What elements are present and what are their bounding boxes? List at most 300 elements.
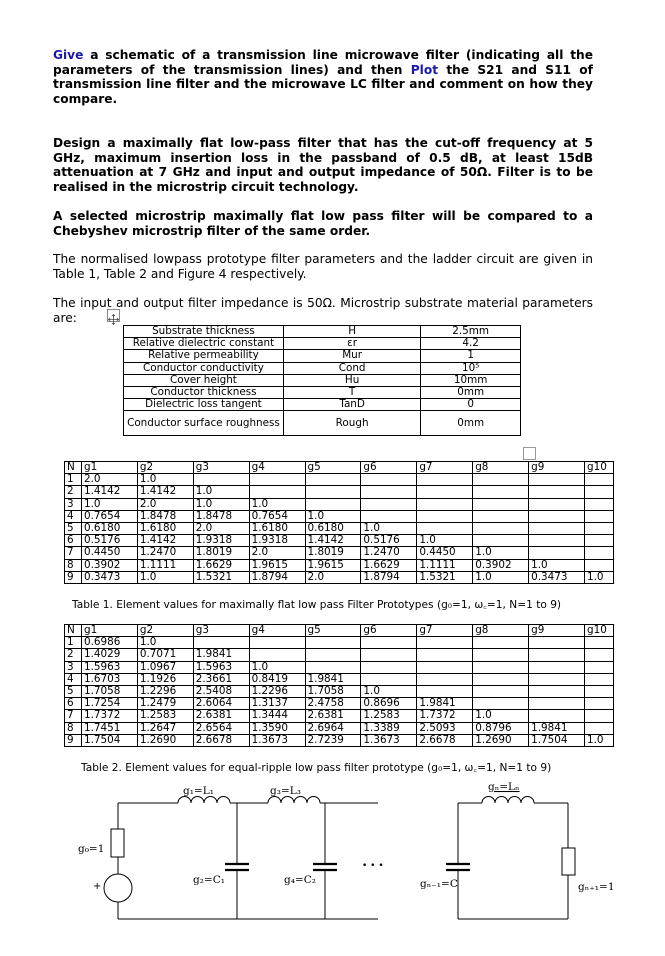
table-cell: 1.1111: [417, 559, 473, 571]
table-cell: 2.5093: [417, 722, 473, 734]
table-cell: [249, 637, 305, 649]
table-cell: 8: [65, 559, 82, 571]
header-cell: g9: [529, 462, 585, 474]
table-cell: 1.3590: [249, 722, 305, 734]
table-cell: [584, 535, 613, 547]
table-row: [124, 338, 521, 350]
table-row: [65, 649, 614, 661]
table-cell: 2.4758: [305, 698, 361, 710]
table-cell: 4: [65, 673, 82, 685]
table-cell: 0.3902: [81, 559, 137, 571]
table-cell: 1.0: [473, 547, 529, 559]
substrate-cell: Substrate thickness: [124, 326, 284, 338]
table-cell: [361, 661, 417, 673]
table-cell: [473, 474, 529, 486]
header-cell: g1: [81, 462, 137, 474]
substrate-cell: Dielectric loss tangent: [124, 399, 284, 411]
table-cell: [417, 673, 473, 685]
substrate-cell: 0mm: [421, 386, 521, 398]
table-cell: 1.2583: [137, 710, 193, 722]
table-cell: [305, 637, 361, 649]
table-row: [124, 362, 521, 374]
table-cell: 2.6064: [193, 698, 249, 710]
table-cell: 1.9318: [193, 535, 249, 547]
table-cell: [584, 637, 613, 649]
table-cell: 1.4142: [137, 535, 193, 547]
table-cell: 1.7504: [81, 734, 137, 746]
table-cell: 1.0: [137, 637, 193, 649]
table-cell: 1.6703: [81, 673, 137, 685]
table-cell: 1.4142: [305, 535, 361, 547]
table-cell: [361, 649, 417, 661]
table-cell: 0.6180: [81, 522, 137, 534]
table-cell: [417, 522, 473, 534]
table-cell: 1.9841: [417, 698, 473, 710]
label-gn-1: gₙ₋₁=C: [420, 878, 458, 890]
table-cell: 1.7254: [81, 698, 137, 710]
label-gn+1: gₙ₊₁=1: [578, 881, 615, 893]
table-row: [65, 661, 614, 673]
maximally-flat-table: [64, 461, 614, 584]
header-cell: g6: [361, 625, 417, 637]
table-row: [65, 510, 614, 522]
header-cell: g10: [584, 625, 613, 637]
header-cell: g1: [81, 625, 137, 637]
table-cell: [529, 637, 585, 649]
table-cell: 2.6381: [305, 710, 361, 722]
table-cell: 1.8019: [193, 547, 249, 559]
table-cell: [249, 474, 305, 486]
table-cell: 1.3673: [361, 734, 417, 746]
table-cell: [305, 474, 361, 486]
table-row: [65, 498, 614, 510]
table-cell: 1.3137: [249, 698, 305, 710]
table-row: [124, 399, 521, 411]
comparison-paragraph: A selected microstrip maximally flat low pass filter will be compared to a Chebyshev microstrip filter of the same order.: [53, 209, 593, 238]
table-cell: [417, 649, 473, 661]
table-cell: [249, 649, 305, 661]
table-row: [65, 535, 614, 547]
table-row: [65, 698, 614, 710]
table-cell: 1.2583: [361, 710, 417, 722]
table-cell: 1.9841: [305, 673, 361, 685]
table-cell: [529, 649, 585, 661]
table-cell: 2.6678: [193, 734, 249, 746]
header-cell: g3: [193, 625, 249, 637]
label-g2: g₂=C₁: [193, 874, 225, 886]
substrate-cell: Conductor surface roughness: [124, 411, 284, 436]
table-cell: [473, 510, 529, 522]
table-cell: 1.0: [137, 474, 193, 486]
table-cell: [529, 710, 585, 722]
table-cell: 9: [65, 571, 82, 583]
table-cell: [529, 661, 585, 673]
table-cell: [473, 685, 529, 697]
table-cell: 2.0: [137, 498, 193, 510]
table-cell: [584, 474, 613, 486]
substrate-cell: Conductor conductivity: [124, 362, 284, 374]
table-cell: 2.0: [81, 474, 137, 486]
table-cell: 1.8478: [137, 510, 193, 522]
substrate-cell: T: [283, 386, 420, 398]
table-row: [65, 559, 614, 571]
table-row: [65, 547, 614, 559]
table-row: [124, 350, 521, 362]
table-cell: 1.9841: [193, 649, 249, 661]
table-cell: 1.4029: [81, 649, 137, 661]
table2-caption: Table 2. Element values for equal-ripple low pass filter prototype (g₀=1, ω꜀=1, N=1 to 9): [81, 762, 552, 774]
table-cell: 1.8794: [361, 571, 417, 583]
table-cell: 1.2296: [249, 685, 305, 697]
table-cell: [417, 474, 473, 486]
table-cell: 2.7239: [305, 734, 361, 746]
table-cell: 1.0: [584, 571, 613, 583]
table-cell: [584, 498, 613, 510]
table-cell: [584, 673, 613, 685]
table-cell: 1.8794: [249, 571, 305, 583]
table-cell: 1.9841: [529, 722, 585, 734]
table-cell: 0.5176: [81, 535, 137, 547]
table-row: [65, 673, 614, 685]
substrate-cell: Cover height: [124, 374, 284, 386]
equal-ripple-table: [64, 624, 614, 747]
label-g1: g₁=L₁: [183, 785, 214, 797]
table-cell: 1.5321: [193, 571, 249, 583]
ellipsis-dots: • • •: [362, 861, 384, 871]
table-row: [124, 326, 521, 338]
table-row: [65, 722, 614, 734]
table-cell: [529, 510, 585, 522]
table-cell: [473, 661, 529, 673]
table-cell: [361, 510, 417, 522]
table-cell: [584, 698, 613, 710]
table-cell: [584, 649, 613, 661]
table-cell: 1.3444: [249, 710, 305, 722]
design-paragraph: Design a maximally flat low-pass filter that has the cut-off frequency at 5 GHz, maximum insertion loss in the passband of 0.5 dB, at least 15dB attenuation at 7 GHz and input and output impedance of 50Ω. Filter is to be realised in the microstrip circuit technology.: [53, 136, 593, 194]
table-cell: 3: [65, 498, 82, 510]
table-cell: 0.4450: [417, 547, 473, 559]
substrate-cell: TanD: [283, 399, 420, 411]
header-cell: g8: [473, 462, 529, 474]
table-cell: 7: [65, 710, 82, 722]
table-cell: 1.5963: [193, 661, 249, 673]
table-cell: 1.0: [249, 498, 305, 510]
table-cell: 1.7058: [305, 685, 361, 697]
table-cell: 0.7071: [137, 649, 193, 661]
table-cell: 0.8696: [361, 698, 417, 710]
header-cell: g7: [417, 462, 473, 474]
table-cell: 1.9318: [249, 535, 305, 547]
substrate-table: [123, 325, 521, 436]
table-cell: 1.0: [305, 510, 361, 522]
table-resize-handle[interactable]: [523, 447, 536, 460]
substrate-cell: Cond: [283, 362, 420, 374]
table-cell: 1.7451: [81, 722, 137, 734]
table-row: [65, 522, 614, 534]
table-cell: 3: [65, 661, 82, 673]
table-cell: 2.6381: [193, 710, 249, 722]
table-cell: [584, 559, 613, 571]
table-cell: 0.6986: [81, 637, 137, 649]
table-cell: 0.3473: [529, 571, 585, 583]
table-cell: [473, 486, 529, 498]
table-row: [124, 374, 521, 386]
table-cell: 5: [65, 522, 82, 534]
table-cell: [473, 498, 529, 510]
table-cell: [529, 535, 585, 547]
table-cell: [473, 522, 529, 534]
table-cell: 0.5176: [361, 535, 417, 547]
table-cell: 6: [65, 698, 82, 710]
table1-caption: Table 1. Element values for maximally flat low pass Filter Prototypes (g₀=1, ω꜀=1, N=1 to 9): [72, 599, 562, 611]
table-row: [65, 637, 614, 649]
table-cell: [473, 673, 529, 685]
table-cell: 2.0: [249, 547, 305, 559]
table-cell: 1.2479: [137, 698, 193, 710]
prototype-paragraph: The normalised lowpass prototype filter parameters and the ladder circuit are given in Table 1, Table 2 and Figure 4 respectively.: [53, 252, 593, 281]
substrate-cell: Relative permeability: [124, 350, 284, 362]
header-cell: g2: [137, 625, 193, 637]
table-cell: [417, 637, 473, 649]
table-cell: 1.0: [193, 486, 249, 498]
table-row: [65, 571, 614, 583]
question-paragraph: [53, 48, 593, 106]
table-cell: [529, 698, 585, 710]
substrate-cell: Rough: [283, 411, 420, 436]
keyword-plot: Plot: [410, 62, 439, 77]
label-g4: g₄=C₂: [284, 874, 316, 886]
table-cell: 0.8796: [473, 722, 529, 734]
table-cell: [584, 661, 613, 673]
table-cell: [529, 474, 585, 486]
table-cell: 1.2690: [137, 734, 193, 746]
table-cell: 2: [65, 649, 82, 661]
table-cell: 1.4142: [137, 486, 193, 498]
table-cell: [584, 722, 613, 734]
table-cell: 1.3673: [249, 734, 305, 746]
table-cell: 8: [65, 722, 82, 734]
source-resistor: [111, 829, 124, 857]
table-cell: 0.4450: [81, 547, 137, 559]
table-cell: 1.5321: [417, 571, 473, 583]
source-plus-sign: +: [93, 881, 102, 892]
table-cell: [584, 710, 613, 722]
table-cell: 0.7654: [81, 510, 137, 522]
substrate-cell: 1: [421, 350, 521, 362]
table-cell: 1.0: [361, 685, 417, 697]
table-cell: 1.0: [473, 571, 529, 583]
table-cell: [529, 522, 585, 534]
table-cell: [361, 498, 417, 510]
table-cell: [193, 637, 249, 649]
inductor-ln-icon: [482, 797, 534, 803]
table-cell: 1.0: [584, 734, 613, 746]
substrate-cell: Mur: [283, 350, 420, 362]
header-cell: g8: [473, 625, 529, 637]
table-cell: 1.0967: [137, 661, 193, 673]
header-cell: g2: [137, 462, 193, 474]
table-row: [65, 486, 614, 498]
table-cell: 1.0: [81, 498, 137, 510]
substrate-cell: 0: [421, 399, 521, 411]
table-cell: 1.4142: [81, 486, 137, 498]
table1-header-row: [65, 462, 614, 474]
table-cell: 1.6180: [137, 522, 193, 534]
table2-header-row: [65, 625, 614, 637]
table-cell: [584, 547, 613, 559]
header-cell: g6: [361, 462, 417, 474]
table-cell: [529, 486, 585, 498]
question-text-2: the S21 and S11 of transmission line filter and the microwave LC filter and comment on how they compare.: [53, 62, 593, 106]
header-cell: g10: [584, 462, 613, 474]
substrate-cell: H: [283, 326, 420, 338]
table-cell: [473, 637, 529, 649]
table-cell: [417, 486, 473, 498]
table-cell: [361, 637, 417, 649]
table-cell: 2: [65, 486, 82, 498]
table-cell: 4: [65, 510, 82, 522]
table-cell: 2.3661: [193, 673, 249, 685]
table-cell: 1: [65, 474, 82, 486]
table-cell: 1.1926: [137, 673, 193, 685]
table-cell: [584, 522, 613, 534]
table-cell: [584, 486, 613, 498]
inductor-l3-icon: [268, 797, 320, 803]
table-cell: [529, 685, 585, 697]
table-cell: [473, 649, 529, 661]
table-cell: 1.0: [361, 522, 417, 534]
substrate-cell: 2.5mm: [421, 326, 521, 338]
table-cell: 1.2470: [361, 547, 417, 559]
label-g3: g₃=L₃: [270, 785, 301, 797]
table-cell: 1.0: [417, 535, 473, 547]
table-cell: 1.7372: [81, 710, 137, 722]
table-cell: [305, 649, 361, 661]
header-cell: g4: [249, 462, 305, 474]
header-cell: g5: [305, 462, 361, 474]
table-cell: [529, 498, 585, 510]
table-cell: 1.0: [249, 661, 305, 673]
header-cell: g3: [193, 462, 249, 474]
header-cell: g5: [305, 625, 361, 637]
table-cell: 0.3902: [473, 559, 529, 571]
ladder-circuit-figure: [0, 775, 665, 956]
table-cell: 1.6629: [193, 559, 249, 571]
table-cell: 1.9615: [305, 559, 361, 571]
substrate-cell: 4.2: [421, 338, 521, 350]
table-cell: [529, 547, 585, 559]
table-cell: [305, 661, 361, 673]
question-text-1: a schematic of a transmission line microwave filter (indicating all the parameters of the transmission lines) and then: [53, 48, 593, 77]
table-cell: 0.6180: [305, 522, 361, 534]
table-cell: 7: [65, 547, 82, 559]
table-cell: [417, 498, 473, 510]
table-cell: 0.7654: [249, 510, 305, 522]
table-cell: 1.2296: [137, 685, 193, 697]
table-cell: 2.0: [305, 571, 361, 583]
inductor-l1-icon: [178, 797, 230, 803]
table-cell: 6: [65, 535, 82, 547]
table-cell: 0.3473: [81, 571, 137, 583]
table-cell: [473, 535, 529, 547]
table-cell: 1.3389: [361, 722, 417, 734]
table-cell: [529, 673, 585, 685]
table-row: [65, 710, 614, 722]
table-cell: 2.6564: [193, 722, 249, 734]
impedance-paragraph: The input and output filter impedance is 50Ω. Microstrip substrate material parameters are:: [53, 296, 593, 325]
table-row: [124, 386, 521, 398]
header-cell: N: [65, 625, 82, 637]
table-cell: 1.2470: [137, 547, 193, 559]
substrate-cell: 10⁵: [421, 362, 521, 374]
table-cell: 2.5408: [193, 685, 249, 697]
label-g0: g₀=1: [78, 843, 105, 855]
table-cell: 9: [65, 734, 82, 746]
table-cell: 1: [65, 637, 82, 649]
table-cell: [249, 486, 305, 498]
voltage-source-icon: [104, 874, 132, 902]
header-cell: g7: [417, 625, 473, 637]
substrate-cell: Conductor thickness: [124, 386, 284, 398]
table-cell: [305, 498, 361, 510]
table-cell: 1.0: [529, 559, 585, 571]
substrate-cell: 10mm: [421, 374, 521, 386]
header-cell: g4: [249, 625, 305, 637]
load-resistor: [562, 848, 575, 875]
table-cell: 1.2690: [473, 734, 529, 746]
table-cell: 1.0: [137, 571, 193, 583]
keyword-give: Give: [53, 48, 84, 62]
substrate-cell: 0mm: [421, 411, 521, 436]
table-cell: 1.7504: [529, 734, 585, 746]
header-cell: g9: [529, 625, 585, 637]
table-cell: [417, 510, 473, 522]
table-row: [124, 411, 521, 436]
table-cell: 1.0: [473, 710, 529, 722]
move-arrows-icon: [108, 314, 119, 325]
label-gn: gₙ=Lₙ: [488, 781, 520, 793]
table-cell: [305, 486, 361, 498]
table-cell: 2.6964: [305, 722, 361, 734]
table-cell: [417, 685, 473, 697]
table-cell: 2.0: [193, 522, 249, 534]
table-cell: 1.7372: [417, 710, 473, 722]
table-row: [65, 685, 614, 697]
table-cell: 5: [65, 685, 82, 697]
table-cell: [584, 510, 613, 522]
table-move-handle[interactable]: [107, 309, 120, 322]
table-cell: [361, 673, 417, 685]
table-cell: 0.8419: [249, 673, 305, 685]
table-cell: 1.8478: [193, 510, 249, 522]
table-cell: [361, 486, 417, 498]
table-cell: 1.9615: [249, 559, 305, 571]
table-cell: 1.8019: [305, 547, 361, 559]
table-cell: 1.1111: [137, 559, 193, 571]
table-cell: [473, 698, 529, 710]
header-cell: N: [65, 462, 82, 474]
table-cell: [361, 474, 417, 486]
table-cell: 1.0: [193, 498, 249, 510]
substrate-cell: Hu: [283, 374, 420, 386]
table-cell: [193, 474, 249, 486]
table-cell: 2.6678: [417, 734, 473, 746]
substrate-cell: εr: [283, 338, 420, 350]
table-cell: [417, 661, 473, 673]
table-cell: [584, 685, 613, 697]
table-cell: 1.6629: [361, 559, 417, 571]
table-cell: 1.2647: [137, 722, 193, 734]
